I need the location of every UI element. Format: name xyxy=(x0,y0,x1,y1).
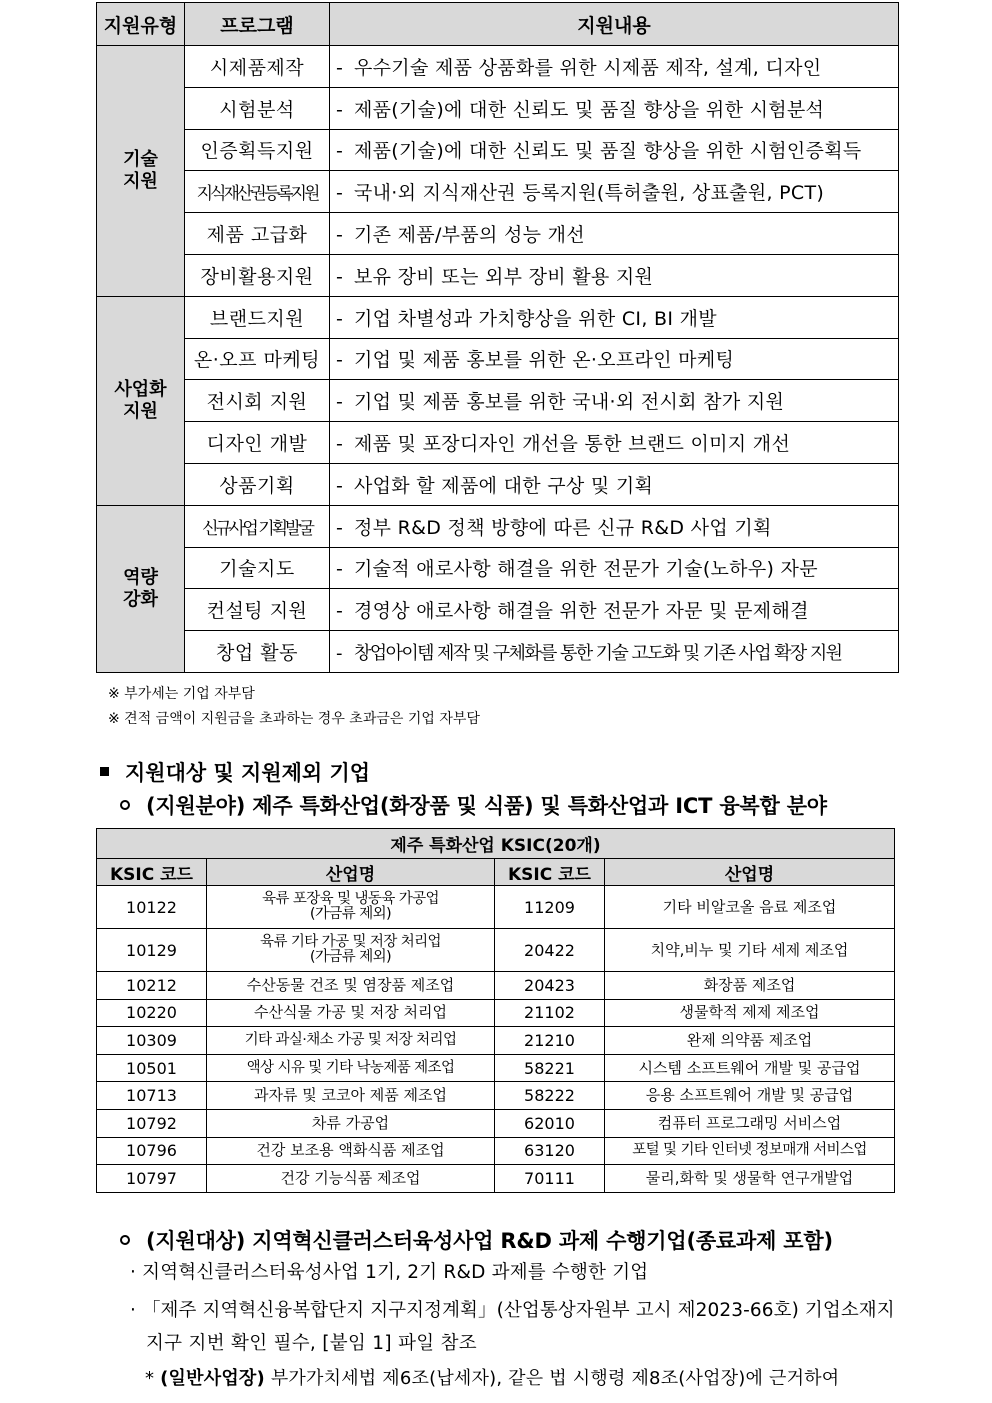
content-cell xyxy=(330,213,899,255)
industry-name-cell: 기타 비알코올 음료 제조업 xyxy=(605,886,895,929)
ksic-code-cell: 10792 xyxy=(97,1109,207,1137)
dash-marker: - xyxy=(336,265,344,288)
ksic-table-title: 제주 특화산업 KSIC(20개) xyxy=(97,829,895,859)
table-row xyxy=(97,589,899,631)
industry-name-cell: 수산식물 가공 및 저장 처리업 xyxy=(207,999,495,1027)
industry-name-cell: 컴퓨터 프로그래밍 서비스업 xyxy=(605,1109,895,1137)
category-cell: 역량 강화 xyxy=(97,505,185,672)
industry-name-cell: 육류 포장육 및 냉동육 가공업 (가금류 제외) xyxy=(207,886,495,929)
table-row xyxy=(97,422,899,464)
ksic-code-cell: 10309 xyxy=(97,1027,207,1055)
header-program: 프로그램 xyxy=(185,3,330,46)
note-excess-cost: ※ 견적 금액이 지원금을 초과하는 경우 초과금은 기업 자부담 xyxy=(108,711,480,727)
table-header-row xyxy=(97,3,899,46)
ksic-code-cell: 62010 xyxy=(495,1109,605,1137)
ksic-code-cell: 58222 xyxy=(495,1082,605,1110)
industry-name-cell: 건강 기능식품 제조업 xyxy=(207,1165,495,1193)
content-text: 우수기술 제품 상품화를 위한 시제품 제작, 설계, 디자인 xyxy=(354,56,822,79)
content-cell xyxy=(330,129,899,171)
industry-name-cell: 시스템 소프트웨어 개발 및 공급업 xyxy=(605,1054,895,1082)
content-cell xyxy=(330,338,899,380)
dash-marker: - xyxy=(336,224,344,247)
section-heading: 지원대상 및 지원제외 기업 xyxy=(100,757,370,787)
content-cell xyxy=(330,87,899,129)
industry-name-cell: 기타 과실·채소 가공 및 저장 처리업 xyxy=(207,1027,495,1055)
content-text: 기존 제품/부품의 성능 개선 xyxy=(354,224,585,247)
industry-name-cell: 화장품 제조업 xyxy=(605,972,895,1000)
program-cell: 제품 고급화 xyxy=(185,213,330,255)
ksic-code-cell: 20422 xyxy=(495,929,605,972)
bullet-line-1: · 지역혁신클러스터육성사업 1기, 2기 R&D 과제를 수행한 기업 xyxy=(130,1262,649,1283)
program-cell: 시제품제작 xyxy=(185,46,330,88)
ksic-code-cell: 10129 xyxy=(97,929,207,972)
ksic-code-cell: 58221 xyxy=(495,1054,605,1082)
industry-name-cell: 차류 가공업 xyxy=(207,1109,495,1137)
table-row xyxy=(97,87,899,129)
table-row xyxy=(97,254,899,296)
industry-name-cell: 완제 의약품 제조업 xyxy=(605,1027,895,1055)
content-text: 정부 R&D 정책 방향에 따른 신규 R&D 사업 기획 xyxy=(354,516,772,539)
ksic-code-cell: 10797 xyxy=(97,1165,207,1193)
ksic-code-cell: 10713 xyxy=(97,1082,207,1110)
header-industry-name-2: 산업명 xyxy=(605,859,895,886)
content-text: 국내·외 지식재산권 등록지원(특허출원, 상표출원, PCT) xyxy=(354,182,825,205)
dash-marker: - xyxy=(336,56,344,79)
table-row xyxy=(97,886,895,929)
industry-name-cell: 생물학적 제제 제조업 xyxy=(605,999,895,1027)
industry-name-cell: 치약,비누 및 기타 세제 제조업 xyxy=(605,929,895,972)
table-row xyxy=(97,338,899,380)
table-row xyxy=(97,1054,895,1082)
industry-name-cell: 육류 기타 가공 및 저장 처리업 (가금류 제외) xyxy=(207,929,495,972)
industry-name-cell: 과자류 및 코코아 제품 제조업 xyxy=(207,1082,495,1110)
ksic-code-cell: 10122 xyxy=(97,886,207,929)
content-cell xyxy=(330,46,899,88)
dash-marker: - xyxy=(336,307,344,330)
dash-marker: - xyxy=(336,558,344,581)
header-support-type: 지원유형 xyxy=(97,3,185,46)
circle-bullet-icon xyxy=(120,800,130,810)
content-text: 기업 및 제품 홍보를 위한 국내·외 전시회 참가 지원 xyxy=(354,391,785,414)
content-text: 경영상 애로사항 해결을 위한 전문가 자문 및 문제해결 xyxy=(354,600,809,623)
table-row xyxy=(97,1027,895,1055)
ksic-table xyxy=(96,828,895,1193)
program-cell: 디자인 개발 xyxy=(185,422,330,464)
square-bullet-icon xyxy=(100,767,109,776)
dash-marker: - xyxy=(336,474,344,497)
ksic-code-cell: 10796 xyxy=(97,1137,207,1165)
industry-name-cell: 건강 보조용 액화식품 제조업 xyxy=(207,1137,495,1165)
ksic-code-cell: 70111 xyxy=(495,1165,605,1193)
content-cell xyxy=(330,463,899,505)
dash-marker: - xyxy=(336,98,344,121)
content-text: 사업화 할 제품에 대한 구상 및 기획 xyxy=(354,474,654,497)
ksic-code-cell: 10212 xyxy=(97,972,207,1000)
sub-heading-support-field: (지원분야) 제주 특화산업(화장품 및 식품) 및 특화산업과 ICT 융복합 분야 xyxy=(120,790,827,820)
table-row xyxy=(97,929,895,972)
content-cell xyxy=(330,296,899,338)
ksic-code-cell: 63120 xyxy=(495,1137,605,1165)
table-row xyxy=(97,631,899,673)
content-cell xyxy=(330,589,899,631)
ksic-code-cell: 10220 xyxy=(97,999,207,1027)
header-industry-name-1: 산업명 xyxy=(207,859,495,886)
table-row xyxy=(97,171,899,213)
sub-heading-support-target: (지원대상) 지역혁신클러스터육성사업 R&D 과제 수행기업(종료과제 포함) xyxy=(120,1225,833,1255)
content-cell xyxy=(330,547,899,589)
bullet-line-2: · 「제주 지역혁신융복합단지 지구지정계획」(산업통상자원부 고시 제2023-66호) 기업소재지 xyxy=(130,1300,895,1321)
content-cell xyxy=(330,171,899,213)
content-cell xyxy=(330,422,899,464)
program-cell: 상품기획 xyxy=(185,463,330,505)
header-ksic-code-2: KSIC 코드 xyxy=(495,859,605,886)
content-text: 제품(기술)에 대한 신뢰도 및 품질 향상을 위한 시험인증획득 xyxy=(354,140,862,163)
content-cell xyxy=(330,254,899,296)
table-row xyxy=(97,1082,895,1110)
content-text: 보유 장비 또는 외부 장비 활용 지원 xyxy=(354,265,654,288)
table-row xyxy=(97,380,899,422)
dash-marker: - xyxy=(336,182,344,205)
table-row xyxy=(97,1109,895,1137)
table-row xyxy=(97,463,899,505)
table-row xyxy=(97,505,899,547)
category-cell: 사업화 지원 xyxy=(97,296,185,505)
table-row xyxy=(97,46,899,88)
content-cell xyxy=(330,380,899,422)
table-row xyxy=(97,213,899,255)
table-row xyxy=(97,1137,895,1165)
ksic-code-cell: 20423 xyxy=(495,972,605,1000)
ksic-code-cell: 11209 xyxy=(495,886,605,929)
industry-name-cell: 액상 시유 및 기타 낙농제품 제조업 xyxy=(207,1054,495,1082)
industry-name-cell: 응용 소프트웨어 개발 및 공급업 xyxy=(605,1082,895,1110)
program-cell: 시험분석 xyxy=(185,87,330,129)
ksic-code-cell: 21210 xyxy=(495,1027,605,1055)
table-row xyxy=(97,999,895,1027)
program-cell: 컨설팅 지원 xyxy=(185,589,330,631)
ksic-header-row xyxy=(97,859,895,886)
table-row xyxy=(97,296,899,338)
bullet-line-3: 지구 지번 확인 필수, [붙임 1] 파일 참조 xyxy=(146,1333,477,1354)
ksic-title-row xyxy=(97,829,895,859)
dash-marker: - xyxy=(336,433,344,456)
content-text: 제품 및 포장디자인 개선을 통한 브랜드 이미지 개선 xyxy=(354,433,791,456)
content-text: 창업아이템 제작 및 구체화를 통한 기술 고도화 및 기존 사업 확장 지원 xyxy=(354,642,842,664)
circle-bullet-icon xyxy=(120,1235,130,1245)
table-row xyxy=(97,1165,895,1193)
content-cell xyxy=(330,631,899,673)
table-row xyxy=(97,547,899,589)
footnote-general-workplace: * (일반사업장) 부가가치세법 제6조(납세자), 같은 법 시행령 제8조(사업장)에 근거하여 xyxy=(145,1368,840,1389)
content-text: 제품(기술)에 대한 신뢰도 및 품질 향상을 위한 시험분석 xyxy=(354,98,825,121)
dash-marker: - xyxy=(336,391,344,414)
program-cell: 기술지도 xyxy=(185,547,330,589)
program-cell: 신규사업 기획발굴 xyxy=(185,505,330,547)
program-cell: 지식재산권등록지원 xyxy=(185,171,330,213)
support-program-table xyxy=(96,2,899,673)
content-cell xyxy=(330,505,899,547)
program-cell: 장비활용지원 xyxy=(185,254,330,296)
program-cell: 브랜드지원 xyxy=(185,296,330,338)
program-cell: 창업 활동 xyxy=(185,631,330,673)
program-cell: 온·오프 마케팅 xyxy=(185,338,330,380)
table-row xyxy=(97,129,899,171)
table-row xyxy=(97,972,895,1000)
industry-name-cell: 수산동물 건조 및 염장품 제조업 xyxy=(207,972,495,1000)
dash-marker: - xyxy=(336,349,344,372)
category-cell: 기술 지원 xyxy=(97,46,185,297)
content-text: 기업 차별성과 가치향상을 위한 CI, BI 개발 xyxy=(354,307,717,330)
header-content: 지원내용 xyxy=(330,3,899,46)
dash-marker: - xyxy=(336,516,344,539)
content-text: 기술적 애로사항 해결을 위한 전문가 기술(노하우) 자문 xyxy=(354,558,818,581)
dash-marker: - xyxy=(336,600,344,623)
industry-name-cell: 포털 및 기타 인터넷 정보매개 서비스업 xyxy=(605,1137,895,1165)
industry-name-cell: 물리,화학 및 생물학 연구개발업 xyxy=(605,1165,895,1193)
header-ksic-code-1: KSIC 코드 xyxy=(97,859,207,886)
content-text: 기업 및 제품 홍보를 위한 온·오프라인 마케팅 xyxy=(354,349,735,372)
ksic-code-cell: 21102 xyxy=(495,999,605,1027)
program-cell: 인증획득지원 xyxy=(185,129,330,171)
program-cell: 전시회 지원 xyxy=(185,380,330,422)
note-vat: ※ 부가세는 기업 자부담 xyxy=(108,686,255,702)
dash-marker: - xyxy=(336,642,341,664)
ksic-code-cell: 10501 xyxy=(97,1054,207,1082)
dash-marker: - xyxy=(336,140,344,163)
